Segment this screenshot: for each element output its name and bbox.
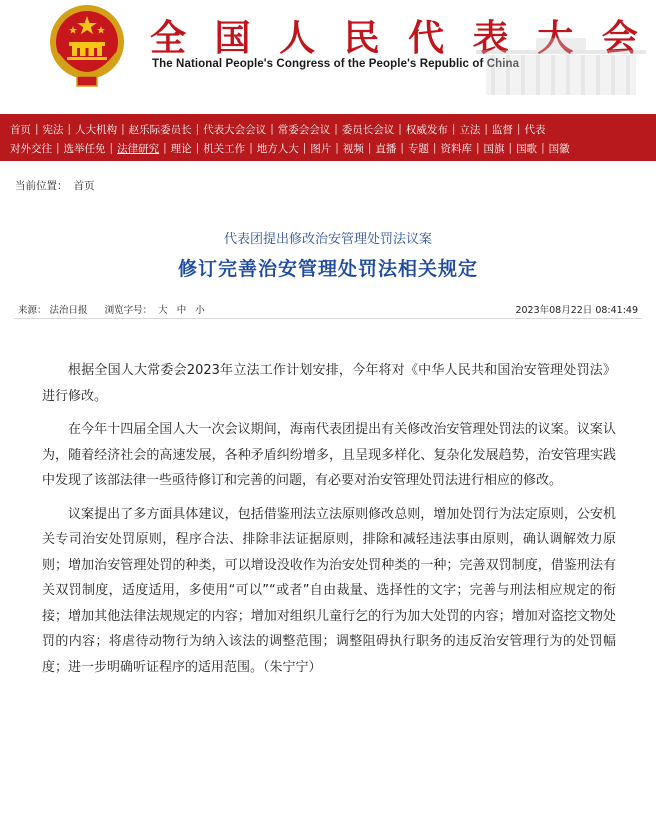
nav-item-row1-4[interactable]: 代表大会会议	[203, 123, 267, 136]
nav-item-row2-7[interactable]: 视频	[342, 142, 364, 155]
nav-separator: |	[475, 142, 480, 154]
nav-item-row2-6[interactable]: 图片	[310, 142, 332, 155]
article-datetime: 2023年08月22日 08:41:49	[515, 305, 638, 316]
nav-item-row2-4[interactable]: 机关工作	[203, 142, 246, 155]
article-body	[42, 358, 616, 688]
nav-item-row1-0[interactable]: 首页	[10, 123, 31, 136]
article-paragraph: 议案提出了多方面具体建议，包括借鉴刑法立法原则修改总则，增加处罚行为法定原则，公安机关专司治安处罚原则，程序合法、排除非法证据原则，排除和减轻违法事由原则，确认调解效力原则；增加治安管理处罚的种类，可以增设没收作为治安处罚种类的一种；完善双罚制度，借鉴刑法有关双罚制度，适度适用，多使用“可以”“或者”自由裁量、选择性的文字；完善与刑法相应规定的衔接；增加其他法律法规规定的内容；增加对组织儿童行乞的行为加大处罚的内容；增加对盗挖文物处罚的内容；将虐待动物行为纳入该法的调整范围；调整阻碍执行职务的违反治安管理行为的处罚幅度；进一步明确听证程序的适用范围。（朱宁宁）	[42, 506, 616, 675]
nav-separator: |	[109, 142, 114, 154]
nav-item-row1-1[interactable]: 宪法	[42, 123, 64, 136]
nav-item-row1-6[interactable]: 委员长会议	[341, 123, 395, 136]
nav-item-row1-7[interactable]: 权威发布	[405, 123, 448, 136]
nav-item-row2-8[interactable]: 直播	[375, 142, 397, 155]
nav-separator: |	[398, 123, 402, 135]
nav-separator: |	[163, 142, 167, 154]
article-paragraph: 根据全国人大常委会2023年立法工作计划安排，今年将对《中华人民共和国治安管理处罚法》进行修改。	[42, 363, 616, 404]
site-title: 全 国 人 民 代 表 大 会	[150, 17, 646, 59]
main-nav	[0, 114, 656, 161]
font-size-medium-link[interactable]: 中	[176, 305, 187, 316]
nav-item-row2-13[interactable]: 国徽	[548, 142, 570, 155]
nav-item-row1-5[interactable]: 常委会会议	[277, 123, 331, 136]
nav-row-1	[10, 120, 545, 138]
nav-separator: |	[335, 142, 339, 154]
nav-item-row2-0[interactable]: 对外交往	[10, 142, 52, 155]
nav-item-row2-11[interactable]: 国旗	[483, 142, 505, 155]
breadcrumb-label: 当前位置：	[15, 180, 68, 192]
source-label: 来源：	[18, 305, 47, 316]
nav-item-row1-2[interactable]: 人大机构	[75, 123, 118, 136]
nav-item-row2-1[interactable]: 选举任免	[63, 142, 106, 155]
nav-separator: |	[516, 123, 521, 135]
nav-item-row1-3[interactable]: 赵乐际委员长	[128, 123, 192, 136]
font-size-large-link[interactable]: 大	[158, 305, 168, 316]
nav-item-row2-3[interactable]: 理论	[170, 142, 192, 155]
breadcrumb-home-link[interactable]: 首页	[73, 180, 95, 192]
nav-item-row1-9[interactable]: 监督	[491, 123, 513, 136]
nav-separator: |	[249, 142, 253, 154]
article-meta	[18, 302, 638, 316]
article-title: 修订完善治安管理处罚法相关规定	[177, 258, 478, 280]
article-meta-left	[18, 302, 208, 316]
nav-separator: |	[334, 123, 338, 135]
nav-separator: |	[121, 123, 125, 135]
nav-item-row1-10[interactable]: 代表	[524, 123, 546, 136]
nav-separator: |	[400, 142, 404, 154]
nav-separator: |	[367, 142, 372, 154]
font-size-small-link[interactable]: 小	[195, 305, 205, 316]
nav-item-row2-5[interactable]: 地方人大	[256, 142, 299, 155]
meta-divider	[14, 318, 642, 319]
nav-separator: |	[484, 123, 488, 135]
article-paragraph: 在今年十四届全国人大一次会议期间，海南代表团提出有关修改治安管理处罚法的议案。议案认为，随着经济社会的高速发展，各种矛盾纠纷增多，且呈现多样化、复杂化发展趋势，治安管理实践中发现了该部法律一些亟待修订和完善的问题，有必要对治安管理处罚法进行相应的修改。	[42, 422, 616, 488]
nav-item-row2-2[interactable]: 法律研究	[117, 142, 160, 155]
nav-row-2	[10, 139, 570, 157]
nav-separator: |	[432, 142, 437, 154]
nav-separator: |	[195, 123, 200, 135]
nav-separator: |	[56, 142, 60, 154]
nav-item-row2-9[interactable]: 专题	[407, 142, 429, 155]
font-size-label: 浏览字号：	[104, 305, 153, 316]
nav-item-row2-12[interactable]: 国歌	[516, 142, 538, 155]
source-name: 法治日报	[49, 305, 88, 316]
nav-item-row1-8[interactable]: 立法	[459, 123, 481, 136]
nav-separator: |	[67, 123, 72, 135]
breadcrumb	[15, 178, 95, 193]
nav-separator: |	[35, 123, 39, 135]
nav-separator: |	[195, 142, 200, 154]
great-hall-graphic-icon	[456, 0, 656, 106]
article-subhead: 代表团提出修改治安管理处罚法议案	[223, 232, 432, 247]
site-subtitle: The National People's Congress of the People's Republic of China	[152, 58, 520, 70]
nav-item-row2-10[interactable]: 资料库	[440, 142, 472, 155]
national-emblem-icon[interactable]	[47, 2, 127, 88]
nav-separator: |	[508, 142, 513, 154]
nav-separator: |	[451, 123, 456, 135]
nav-separator: |	[270, 123, 274, 135]
site-header	[0, 0, 656, 106]
nav-separator: |	[302, 142, 307, 154]
nav-separator: |	[541, 142, 545, 154]
